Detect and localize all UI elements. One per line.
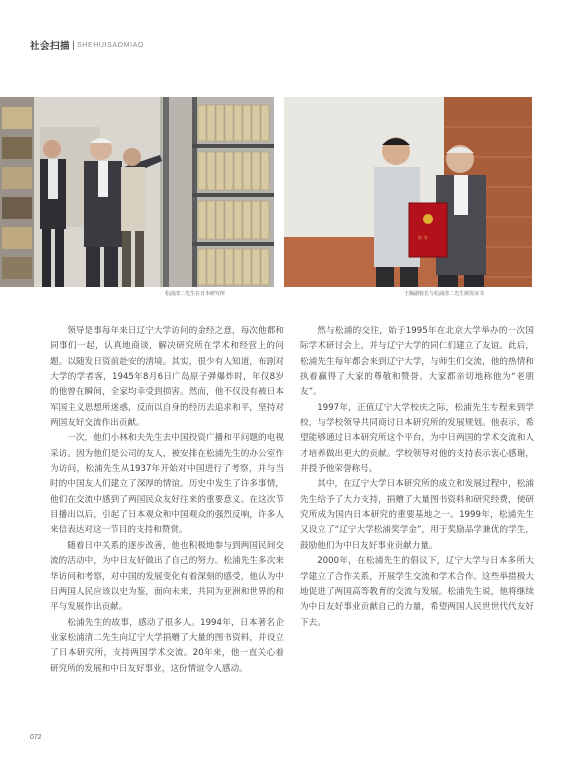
article-paragraph: 随着日中关系的逐步改善，他也积极地参与到两国民间交流的活动中，为中日友好做出了自己的努力。松浦先生多次来华访问和考察，对中国的发展变化有着深刻的感受，他认为中日两国人民应该以史为鉴，面向未来，共同为亚洲和世界的和平与发展作出贡献。	[50, 540, 284, 613]
section-header	[30, 38, 144, 52]
article-paragraph: 然与松浦的交往，始于1995年在北京大学举办的一次国际学术研讨会上，并与辽宁大学的同仁们建立了友谊。此后，松浦先生每年都会来到辽宁大学，与师生们交流，他的热情和执着赢得了大家的尊敬和赞誉。大家都亲切地称他为“老朋友”。	[300, 326, 534, 398]
archive-photo-illustration	[0, 97, 274, 287]
section-title-pinyin: SHEHUISAOMIAO	[77, 41, 144, 49]
page-number: 072	[30, 734, 42, 741]
article-paragraph: 2000年，在松浦先生的倡议下，辽宁大学与日本多所大学建立了合作关系，开展学生交流和学术合作。这些举措极大地促进了两国高等教育的交流与发展。松浦先生说，他将继续为中日友好事业贡献自己的力量，希望两国人民世世代代友好下去。	[300, 556, 534, 628]
right-photo-caption: 王佩副校长与松浦清二先生颁发证书	[404, 291, 485, 297]
certificate-photo	[284, 97, 532, 287]
article-paragraph: 领导是事每年来日辽宁大学访问的金经之意，每次他都和同事们一起，认真地商谈，解决研究所在学术和经营上的问题。以随发日资前赴安的清境。其实，很少有人知道，布剧对大学的学者客，1945年8月6日广岛原子弹爆炸时，年仅8岁的他曾在瞬间，全家均幸受到损害。然而，他不仅没有被日本军国主义思想所迷惑，反而以自身的经历去追求和平，坚持对两国友好交流作出贡献。	[50, 326, 284, 429]
article-paragraph: 一次，他们小林和夫先生去中国投资广播和平问题的电视采访。因为他们是公司的友人，被安排在松浦先生的办公室作为访问，松浦先生从1937年开始对中国进行了考察，并与当时的中国友人们建立了深厚的情谊。历史中发生了许多事情，他们在交流中感到了两国民众友好往来的重要意义。在这次节目播出以后，引起了日本观众和中国观众的强烈反响，许多人来信表达对这一节目的支持和赞赏。	[50, 433, 284, 536]
article-paragraph: 松浦先生的故事，感动了很多人。1994年，日本著名企业家松浦清二先生向辽宁大学捐赠了大量的图书资料，并设立了日本研究所，支持两国学术交流。20年来，他一直关心着研究所的发展和中日友好事业，这份情谊令人感动。	[50, 617, 284, 674]
certificate-text: 证 书	[418, 235, 428, 240]
left-photo-caption: 松浦清二先生在日本研究所	[165, 291, 226, 297]
article-column-left	[50, 324, 284, 677]
archive-photo	[0, 97, 274, 287]
article-paragraph: 其中，在辽宁大学日本研究所的成立和发展过程中，松浦先生给予了大力支持，捐赠了大量图书资料和研究经费，使研究所成为国内日本研究的重要基地之一。1999年，松浦先生又设立了“辽宁大学松浦奖学金”，用于奖励品学兼优的学生，鼓励他们为中日友好事业贡献力量。	[300, 479, 534, 551]
certificate-photo-illustration	[284, 97, 532, 287]
article-paragraph: 1997年，正值辽宁大学校庆之际，松浦先生专程来到学校，与学校领导共同商讨日本研究所的发展规划。他表示，希望能够通过日本研究所这个平台，为中日两国的学术交流和人才培养做出更大的贡献。学校领导对他的支持表示衷心感谢，并授予他荣誉称号。	[300, 402, 534, 475]
article-column-right	[300, 324, 534, 631]
section-title: 社会扫描	[30, 41, 71, 52]
header-divider	[73, 41, 74, 50]
